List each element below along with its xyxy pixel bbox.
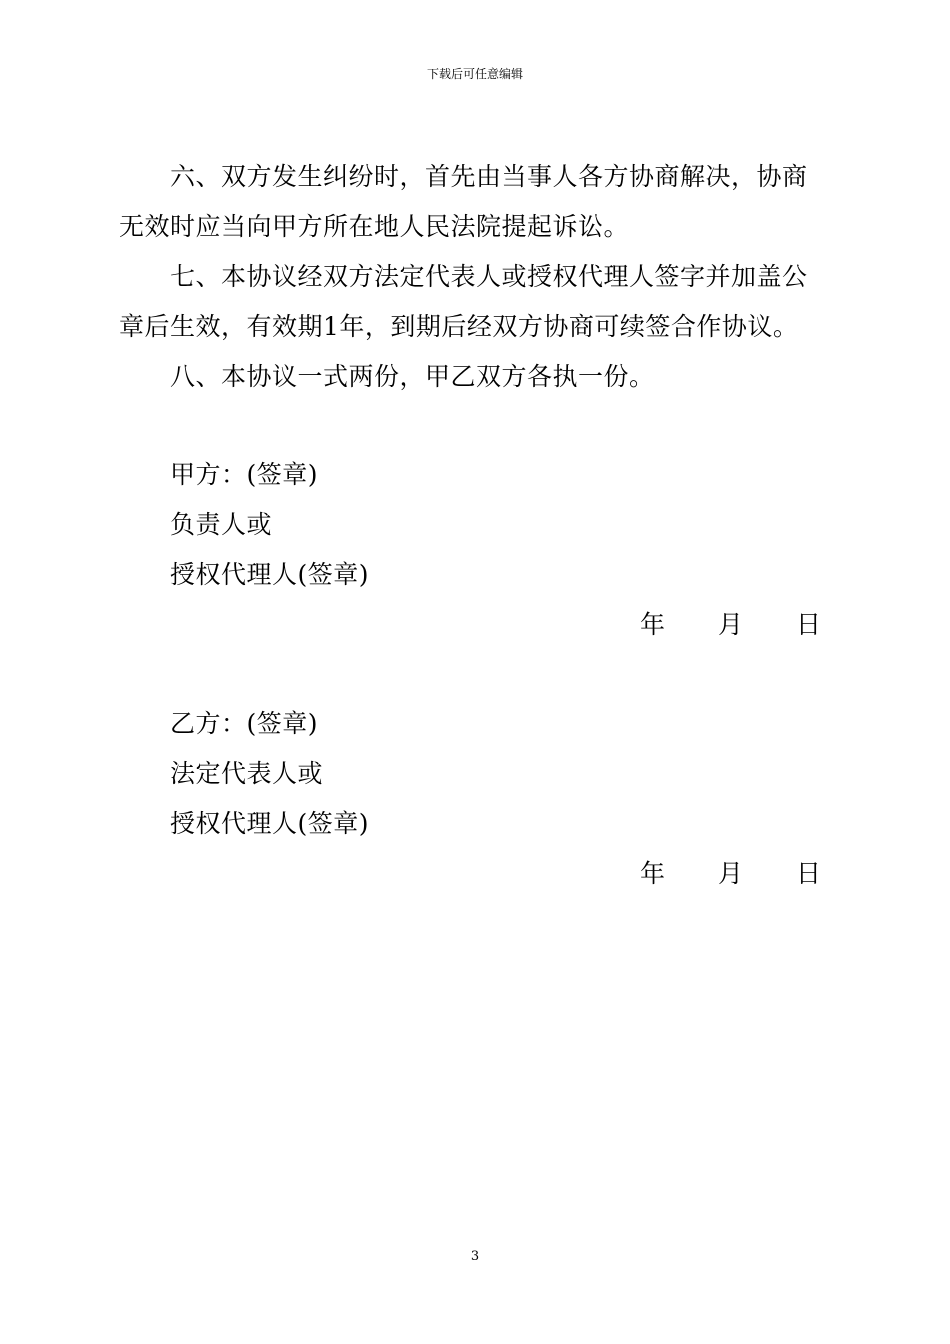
- party-b-title: 乙方：(签章): [170, 709, 319, 738]
- clause-6-line-1: 六、双方发生纠纷时，首先由当事人各方协商解决，协商: [170, 162, 808, 191]
- clause-7-line-2: 章后生效，有效期1年，到期后经双方协商可续签合作协议。: [119, 312, 799, 341]
- party-a-date-year: 年: [640, 610, 666, 639]
- clause-7-line-1: 七、本协议经双方法定代表人或授权代理人签字并加盖公: [170, 262, 808, 291]
- clause-8-line-1: 八、本协议一式两份，甲乙双方各执一份。: [170, 362, 655, 391]
- party-a-date-month: 月: [718, 610, 744, 639]
- party-a-role: 负责人或: [170, 510, 273, 539]
- party-b-role: 法定代表人或: [170, 759, 324, 788]
- party-a-date-day: 日: [796, 610, 822, 639]
- page-number: 3: [470, 1249, 480, 1264]
- party-b-date-day: 日: [796, 859, 822, 888]
- party-b-date-year: 年: [640, 859, 666, 888]
- party-a-agent: 授权代理人(签章): [170, 560, 370, 589]
- clause-6-line-2: 无效时应当向甲方所在地人民法院提起诉讼。: [119, 212, 630, 241]
- party-a-title: 甲方：(签章): [170, 460, 319, 489]
- page-header-note: 下载后可任意编辑: [426, 67, 523, 81]
- party-b-agent: 授权代理人(签章): [170, 809, 370, 838]
- party-b-date-month: 月: [718, 859, 744, 888]
